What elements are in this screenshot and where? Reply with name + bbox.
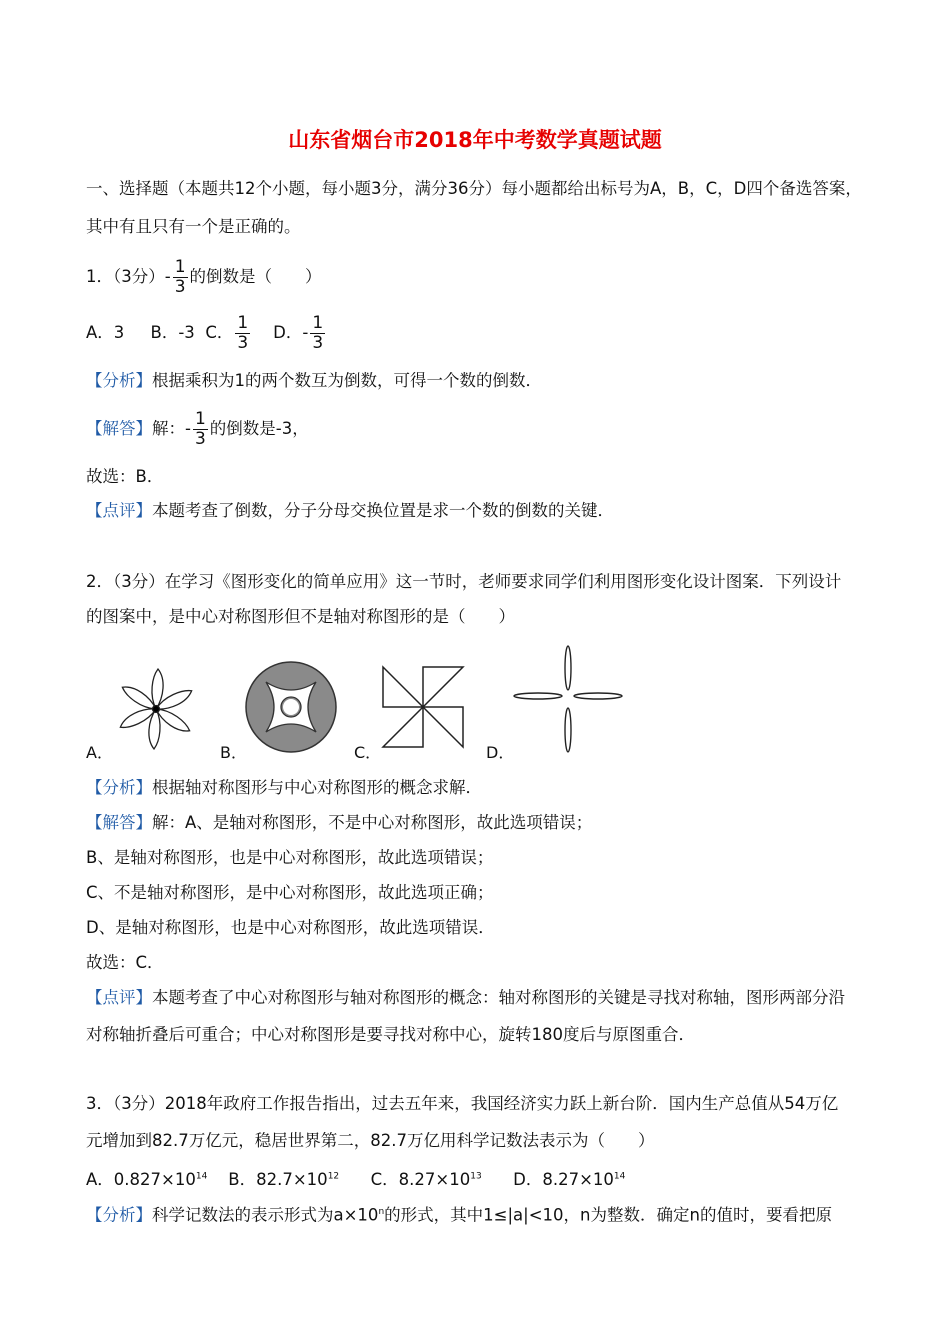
q1-answer: 【解答】解：- $\frac{1}{3}$ 的倒数是-3， [86, 409, 309, 449]
q1-options [86, 314, 327, 353]
section-instructions: 一、选择题（本题共12个小题，每小题3分，满分36分）每小题都给出标号为A，B，C，D四个备选答案， [86, 179, 862, 198]
q2-answer: 【解答】解：A、是轴对称图形，不是中心对称图形，故此选项错误； [86, 813, 593, 832]
section-instructions-cont: 其中有且只有一个是正确的。 [86, 217, 301, 236]
option-c: C．$8.27\times 10^{13}$ [370, 1169, 482, 1189]
option-b: B．$82.7\times 10^{12}$ [228, 1169, 340, 1189]
figure-flower [108, 660, 208, 756]
q3-options [86, 1165, 625, 1191]
option-a: A．3 [86, 323, 125, 342]
figure-ellipses [510, 644, 626, 754]
figure-label-b: B． [220, 743, 247, 762]
q2-answer-b: B、是轴对称图形，也是中心对称图形，故此选项错误； [86, 848, 494, 867]
option-d: D．$8.27\times 10^{14}$ [513, 1169, 626, 1189]
page-title: 山东省烟台市2018年中考数学真题试题 [288, 128, 662, 152]
q1-comment: 【点评】本题考查了倒数，分子分母交换位置是求一个数的倒数的关键． [86, 501, 614, 520]
option-a: A．$0.827\times 10^{14}$ [86, 1169, 208, 1189]
q1-choice: 故选：B． [86, 467, 164, 486]
figure-coin [244, 660, 338, 754]
fraction: $\frac{1}{3}$ [174, 257, 186, 297]
figure-label-a: A． [86, 743, 113, 762]
figure-label-c: C． [354, 743, 382, 762]
q2-stem: 2．（3分）在学习《图形变化的简单应用》这一节时，老师要求同学们利用图形变化设计图案．下列设计 [86, 572, 842, 591]
option-b: B．-3 [150, 323, 195, 342]
q2-choice: 故选：C． [86, 953, 164, 972]
figure-label-d: D． [486, 743, 515, 762]
option-d: D．- $\frac{1}{3}$ [273, 313, 324, 353]
q3-analysis: 【分析】科学记数法的表示形式为$a\times 10^n$的形式，其中1≤|a|<10，n为整数．确定n的值时，要看把原 [86, 1205, 832, 1225]
figure-pinwheel [380, 664, 466, 750]
q1-stem: 1．（3分）- $\frac{1}{3}$ 的倒数是（ ） [86, 257, 322, 297]
q3-stem-cont: 元增加到82.7万亿元，稳居世界第二，82.7万亿用科学记数法表示为（ ） [86, 1131, 655, 1150]
q2-answer-c: C、不是轴对称图形，是中心对称图形，故此选项正确； [86, 883, 494, 902]
q2-comment-cont: 对称轴折叠后可重合；中心对称图形是要寻找对称中心，旋转180度后与原图重合． [86, 1025, 695, 1044]
q3-stem: 3．（3分）2018年政府工作报告指出，过去五年来，我国经济实力跃上新台阶．国内生产总值从54万亿 [86, 1094, 839, 1113]
q2-answer-d: D、是轴对称图形，也是中心对称图形，故此选项错误． [86, 918, 495, 937]
q2-analysis: 【分析】根据轴对称图形与中心对称图形的概念求解． [86, 778, 482, 797]
q2-stem-cont: 的图案中，是中心对称图形但不是轴对称图形的是（ ） [86, 607, 515, 626]
q1-analysis: 【分析】根据乘积为1的两个数互为倒数，可得一个数的倒数． [86, 371, 542, 390]
option-c: C． $\frac{1}{3}$ [205, 313, 249, 353]
q2-comment: 【点评】本题考查了中心对称图形与轴对称图形的概念：轴对称图形的关键是寻找对称轴，图形两部分沿 [86, 988, 845, 1007]
